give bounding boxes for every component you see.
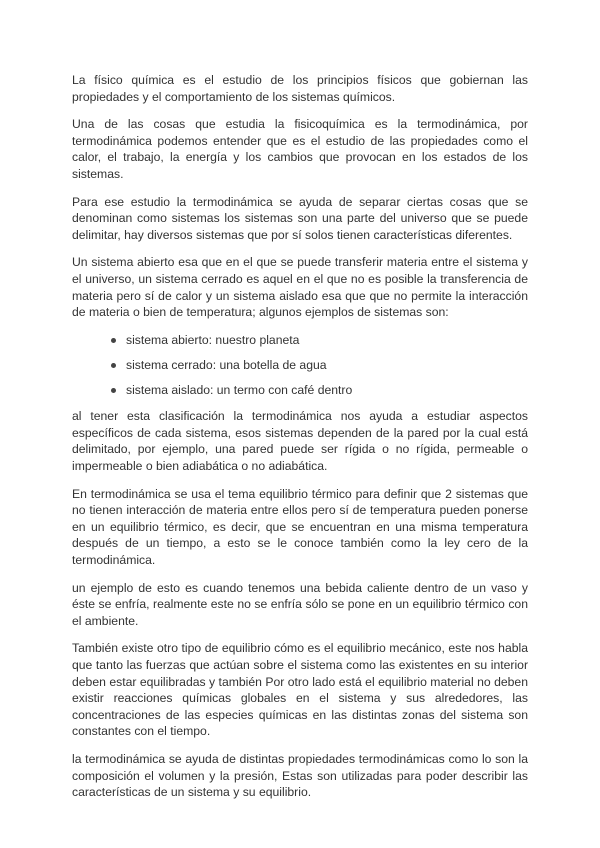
paragraph-thermodynamics: Una de las cosas que estudia la fisicoquímica es la termodinámica, por termodinámica podemos entender que es el estudio de las propiedades como el calor, el trabajo, la energía y los cambios que provocan en los estados de los sistemas. (72, 117, 528, 181)
bullet-icon (111, 338, 116, 343)
paragraph-systems: Para ese estudio la termodinámica se ayuda de separar ciertas cosas que se denominan como sistemas los sistemas son una parte del universo que se puede delimitar, hay diversos sistemas que por sí solos tienen características diferentes. (72, 194, 528, 242)
paragraph-hot-drink-example: un ejemplo de esto es cuando tenemos una bebida caliente dentro de un vaso y éste se enfría, realmente este no se enfría sólo se pone en un equilibrio térmico con el ambiente. (72, 580, 528, 628)
bullet-icon (111, 363, 116, 368)
list-item-text: sistema aislado: un termo con café dentro (126, 382, 353, 397)
list-item (72, 332, 528, 349)
paragraph-properties: la termodinámica se ayuda de distintas propiedades termodinámicas como lo son la composición el volumen y la presión, Estas son utilizadas para poder describir las características de un sistema y su equilibrio. (72, 751, 528, 800)
bullet-icon (111, 388, 116, 393)
list-item (72, 357, 528, 374)
paragraph-classification: al tener esta clasificación la termodinámica nos ayuda a estudiar aspectos específicos de cada sistema, esos sistemas dependen de la pared por la cual está delimitado, por ejemplo, una pared puede ser rígida o no rígida, permeable o impermeable o bien adiabática o no adiabática. (72, 409, 528, 474)
list-item-text: sistema abierto: nuestro planeta (126, 332, 300, 347)
paragraph-system-types: Un sistema abierto esa que en el que se puede transferir materia entre el sistema y el universo, un sistema cerrado es aquel en el que no es posible la transferencia de materia pero sí de calor y un sistema aislado esa que que no permite la interacción de materia o bien de temperatura; algunos ejemplos de sistemas son: (72, 255, 528, 320)
examples-list (72, 332, 528, 399)
list-item (72, 382, 528, 399)
list-item-text: sistema cerrado: una botella de agua (126, 357, 327, 372)
paragraph-mechanical-equilibrium: También existe otro tipo de equilibrio cómo es el equilibrio mecánico, este nos habla que tanto las fuerzas que actúan sobre el sistema como las existentes en su interior deben estar equilibradas y también Por otro lado está el equilibrio material no deben existir reacciones químicas globales en el sistema y sus alrededores, las concentraciones de las especies químicas en las distintas zonas del sistema son constantes con el tiempo. (72, 641, 528, 739)
document-page (72, 72, 528, 812)
paragraph-thermal-equilibrium: En termodinámica se usa el tema equilibrio térmico para definir que 2 sistemas que no tienen interacción de materia entre ellos pero sí de temperatura pueden ponerse en un equilibrio térmico, es decir, que se encuentran en una misma temperatura después de un tiempo, a esto se le conoce también como la ley cero de la termodinámica. (72, 486, 528, 568)
paragraph-physical-chemistry: La físico química es el estudio de los principios físicos que gobiernan las propiedades y el comportamiento de los sistemas químicos. (72, 73, 528, 104)
